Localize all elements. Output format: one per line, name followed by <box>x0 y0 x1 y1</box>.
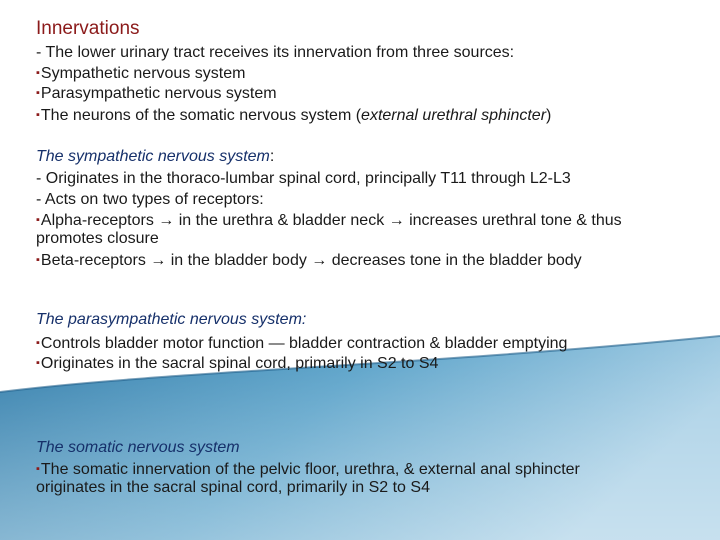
sympathetic-receptors: - Acts on two types of receptors: <box>36 191 264 208</box>
bullet-icon: ▪ <box>36 109 40 121</box>
somatic-bullet-1: ▪The somatic innervation of the pelvic floor, urethra, & external anal sphincter originates in the sacral spinal cord, primarily in S2 to S4 <box>36 461 580 496</box>
intro-lead: - The lower urinary tract receives its innervation from three sources: <box>36 44 515 61</box>
intro-bullet-sympathetic: ▪Sympathetic nervous system <box>36 65 246 82</box>
sympathetic-origin: - Originates in the thoraco-lumbar spinal cord, principally T11 through L2-L3 <box>36 170 571 187</box>
sympathetic-heading: The sympathetic nervous system: <box>36 148 275 165</box>
somatic-heading: The somatic nervous system <box>36 439 240 456</box>
bullet-icon: ▪ <box>36 254 40 266</box>
bullet-icon: ▪ <box>36 463 40 475</box>
bullet-icon: ▪ <box>36 337 40 349</box>
bullet-icon: ▪ <box>36 214 40 226</box>
parasympathetic-bullet-2: ▪Originates in the sacral spinal cord, primarily in S2 to S4 <box>36 355 439 372</box>
slide-title: Innervations <box>36 18 140 39</box>
parasympathetic-bullet-1: ▪Controls bladder motor function — bladder contraction & bladder emptying <box>36 335 568 352</box>
sympathetic-beta-bullet: ▪Beta-receptors → in the bladder body → decreases tone in the bladder body <box>36 252 582 269</box>
bullet-icon: ▪ <box>36 67 40 79</box>
bullet-icon: ▪ <box>36 87 40 99</box>
bullet-icon: ▪ <box>36 357 40 369</box>
sympathetic-alpha-bullet: ▪Alpha-receptors → in the urethra & bladder neck → increases urethral tone & thus promotes closure <box>36 212 622 247</box>
parasympathetic-heading: The parasympathetic nervous system: <box>36 311 307 328</box>
intro-bullet-parasympathetic: ▪Parasympathetic nervous system <box>36 85 277 102</box>
intro-bullet-somatic: ▪The neurons of the somatic nervous system (external urethral sphincter) <box>36 107 552 124</box>
